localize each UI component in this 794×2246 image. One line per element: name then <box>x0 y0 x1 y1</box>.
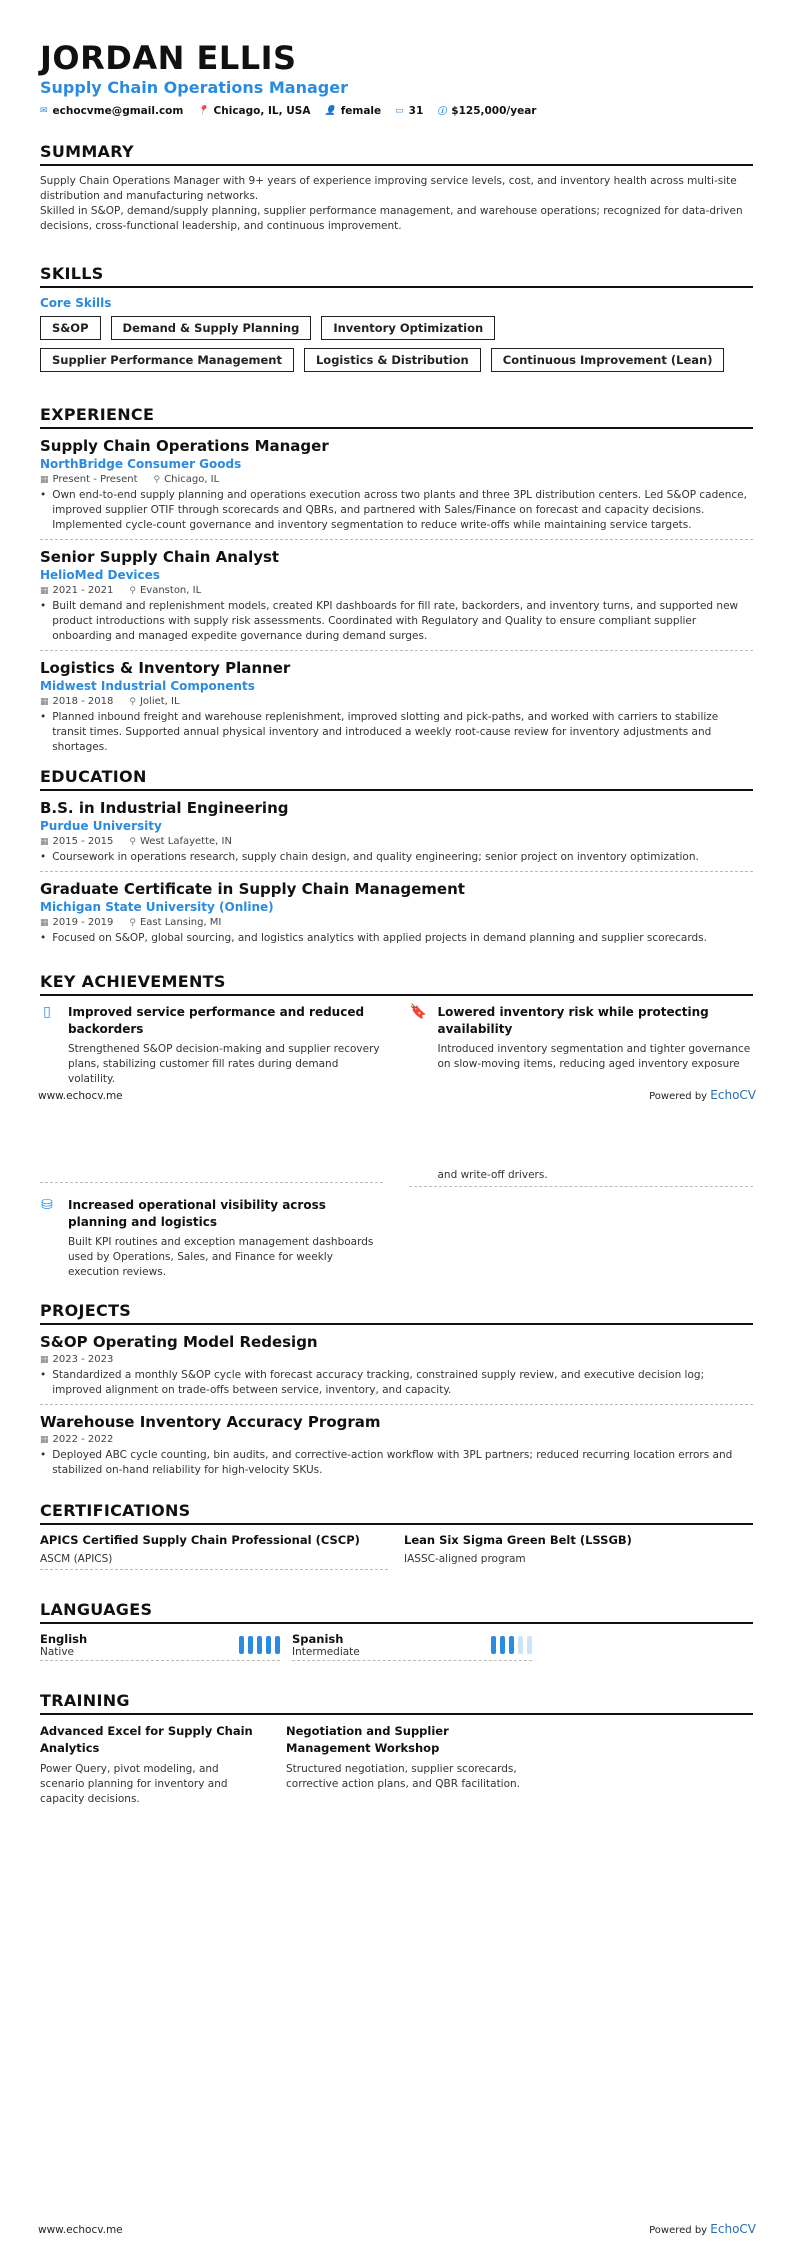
contact-email[interactable]: ✉ echocvme@gmail.com <box>40 104 184 117</box>
achievement-item <box>40 1197 384 1280</box>
skill-chip: Logistics & Distribution <box>304 348 481 372</box>
education-item <box>40 799 753 872</box>
education-item <box>40 880 753 946</box>
certifications-heading: CERTIFICATIONS <box>40 1501 753 1525</box>
summary-paragraph-2: Skilled in S&OP, demand/supply planning, supplier performance management, and warehouse operations; recognized for data-driven decisions, cross-functional leadership, and continuous improvement. <box>40 205 743 232</box>
certification-title: Lean Six Sigma Green Belt (LSSGB) <box>404 1533 632 1547</box>
degree-title: Graduate Certificate in Supply Chain Management <box>40 880 465 898</box>
email-icon: ✉ <box>40 105 48 116</box>
experience-item <box>40 437 753 540</box>
job-title: Logistics & Inventory Planner <box>40 659 291 677</box>
job-bullet: • Planned inbound freight and warehouse replenishment, improved slotting and pick-paths, and worked with carriers to stabilize transit times. Supported annual physical inventory and introduced a weekly root-cause review for inventory adjustments and shortages. <box>40 711 719 753</box>
project-bullet: • Standardized a monthly S&OP cycle with forecast accuracy tracking, constrained supply review, and executive decision log; improved alignment on trade-offs between service, inventory, and capacity. <box>40 1369 705 1396</box>
location-pin-icon: 📍 <box>197 105 209 116</box>
job-bullet: • Own end-to-end supply planning and operations execution across two plants and three 3PL distribution centers. Led S&OP cadence, improved supplier OTIF through scorecards and QBRs, and partnered with Sales/Finance on forecast and capacity decisions. Implemented cycle-count governance and inventory segmentation to reduce write-offs while maintaining service targets. <box>40 489 747 531</box>
language-level: Native <box>40 1646 74 1658</box>
certification-item <box>404 1533 752 1570</box>
summary-section <box>40 142 753 234</box>
footer-powered-by: Powered by EchoCV <box>649 1088 756 1102</box>
skill-chip: Continuous Improvement (Lean) <box>491 348 725 372</box>
language-item <box>292 1632 532 1661</box>
school-name: Michigan State University (Online) <box>40 900 274 914</box>
certifications-section <box>40 1501 753 1570</box>
calendar-icon: ▦ <box>40 585 49 596</box>
education-meta: ▦ 2019 - 2019 ⚲ East Lansing, MI <box>40 917 222 928</box>
language-proficiency-bars <box>239 1636 280 1654</box>
achievement-desc-continued: and write-off drivers. <box>409 1163 753 1187</box>
education-heading: EDUCATION <box>40 767 753 791</box>
company-name: NorthBridge Consumer Goods <box>40 457 242 471</box>
language-name: English <box>40 1632 88 1646</box>
location-pin-icon: ⚲ <box>129 917 136 928</box>
location-pin-icon: ⚲ <box>153 474 161 485</box>
skill-chip: Demand & Supply Planning <box>111 316 312 340</box>
footer-site-link[interactable]: www.echocv.me <box>38 1090 123 1102</box>
company-name: HelioMed Devices <box>40 568 160 582</box>
calendar-icon: ▦ <box>40 474 49 485</box>
language-name: Spanish <box>292 1632 344 1646</box>
project-title: S&OP Operating Model Redesign <box>40 1333 318 1351</box>
achievement-title: Increased operational visibility across planning and logistics <box>68 1198 326 1229</box>
education-bullet: • Coursework in operations research, supply chain design, and quality engineering; senior project on inventory optimization. <box>40 851 699 863</box>
training-item <box>40 1723 262 1807</box>
calendar-icon: ▦ <box>40 917 49 928</box>
proficiency-bar <box>527 1636 532 1654</box>
proficiency-bar <box>248 1636 253 1654</box>
training-title: Advanced Excel for Supply Chain Analytics <box>40 1724 253 1755</box>
calendar-icon: ▦ <box>40 836 49 847</box>
experience-item <box>40 659 753 755</box>
skill-chip: Supplier Performance Management <box>40 348 294 372</box>
contact-location: 📍 Chicago, IL, USA <box>197 104 311 117</box>
projects-heading: PROJECTS <box>40 1301 753 1325</box>
project-meta: ▦ 2022 - 2022 <box>40 1434 114 1445</box>
proficiency-bar <box>500 1636 505 1654</box>
proficiency-bar <box>491 1636 496 1654</box>
language-proficiency-bars <box>491 1636 532 1654</box>
achievement-desc: Introduced inventory segmentation and tighter governance on slow-moving items, reducing aged inventory exposure <box>437 1043 751 1070</box>
project-meta: ▦ 2023 - 2023 <box>40 1354 114 1365</box>
header <box>40 40 753 117</box>
achievements-section <box>40 972 753 1087</box>
person-icon: 👤 <box>324 105 336 116</box>
projects-section <box>40 1301 753 1478</box>
education-meta: ▦ 2015 - 2015 ⚲ West Lafayette, IN <box>40 836 232 847</box>
project-bullet: • Deployed ABC cycle counting, bin audits, and corrective-action workflow with 3PL partners; reduced recurring location errors and stabilized on-hand reliability for high-velocity SKUs. <box>40 1449 733 1476</box>
languages-section <box>40 1600 753 1661</box>
job-title: Supply Chain Operations Manager <box>40 437 329 455</box>
skills-subtitle: Core Skills <box>40 296 112 310</box>
project-title: Warehouse Inventory Accuracy Program <box>40 1413 381 1431</box>
proficiency-bar <box>509 1636 514 1654</box>
job-meta: ▦ 2021 - 2021 ⚲ Evanston, IL <box>40 585 202 596</box>
job-title: Senior Supply Chain Analyst <box>40 548 280 566</box>
candidate-name: JORDAN ELLIS <box>40 39 297 77</box>
certification-title: APICS Certified Supply Chain Professional (CSCP) <box>40 1533 360 1547</box>
achievements-heading: KEY ACHIEVEMENTS <box>40 972 753 996</box>
certification-issuer: IASSC-aligned program <box>404 1553 526 1565</box>
achievement-item <box>410 1004 754 1087</box>
candidate-title: Supply Chain Operations Manager <box>40 78 348 97</box>
project-item <box>40 1333 753 1405</box>
certification-issuer: ASCM (APICS) <box>40 1553 113 1565</box>
training-item <box>286 1723 521 1807</box>
proficiency-bar <box>239 1636 244 1654</box>
calendar-icon: ▭ <box>395 105 404 116</box>
achievements-continued <box>40 1163 753 1280</box>
mobile-icon: ▯ <box>43 1004 51 1020</box>
languages-heading: LANGUAGES <box>40 1600 753 1624</box>
skills-list <box>40 316 753 372</box>
skills-heading: SKILLS <box>40 264 753 288</box>
summary-heading: SUMMARY <box>40 142 753 166</box>
job-bullet: • Built demand and replenishment models, created KPI dashboards for fill rate, backorders, and inventory turns, and supported new product introductions with supply risk assessments. Coordinated with Regulatory and Quality to ensure compliant supplier onboarding and managed expedite governance during demand surges. <box>40 600 739 642</box>
job-meta: ▦ 2018 - 2018 ⚲ Joliet, IL <box>40 696 180 707</box>
school-name: Purdue University <box>40 819 162 833</box>
achievement-title: Lowered inventory risk while protecting availability <box>437 1005 709 1036</box>
database-icon: ⛁ <box>41 1197 53 1213</box>
proficiency-bar <box>275 1636 280 1654</box>
achievement-desc: Built KPI routines and exception management dashboards used by Operations, Sales, and Finance for weekly execution reviews. <box>68 1236 374 1278</box>
info-icon: ⓘ <box>437 107 447 117</box>
skills-section <box>40 264 753 372</box>
contact-salary: ⓘ $125,000/year <box>437 104 537 117</box>
location-pin-icon: ⚲ <box>129 585 136 596</box>
bookmark-icon: 🔖 <box>409 1004 427 1020</box>
project-item <box>40 1413 753 1478</box>
certification-item <box>40 1533 388 1570</box>
calendar-icon: ▦ <box>40 1434 49 1445</box>
summary-paragraph-1: Supply Chain Operations Manager with 9+ years of experience improving service levels, cost, and inventory health across multi-site distribution and manufacturing networks. <box>40 175 737 202</box>
training-desc: Structured negotiation, supplier scorecards, corrective action plans, and QBR facilitation. <box>286 1763 521 1790</box>
page-2 <box>0 1123 794 2246</box>
job-meta: ▦ Present - Present ⚲ Chicago, IL <box>40 474 220 485</box>
language-level: Intermediate <box>292 1646 360 1658</box>
education-bullet: • Focused on S&OP, global sourcing, and logistics analytics with applied projects in demand planning and supplier scorecards. <box>40 932 707 944</box>
calendar-icon: ▦ <box>40 1354 49 1365</box>
achievement-divider <box>40 1163 383 1183</box>
contact-age: ▭ 31 <box>395 104 424 117</box>
contact-gender: 👤 female <box>324 104 382 117</box>
footer-site-link[interactable]: www.echocv.me <box>38 2224 123 2236</box>
education-section <box>40 767 753 946</box>
training-title: Negotiation and Supplier Management Workshop <box>286 1724 449 1755</box>
language-item <box>40 1632 280 1661</box>
proficiency-bar <box>518 1636 523 1654</box>
company-name: Midwest Industrial Components <box>40 679 255 693</box>
contact-bar <box>40 104 753 117</box>
experience-section <box>40 405 753 755</box>
proficiency-bar <box>257 1636 262 1654</box>
location-pin-icon: ⚲ <box>129 696 136 707</box>
skill-chip: Inventory Optimization <box>321 316 495 340</box>
training-section <box>40 1691 753 1807</box>
location-pin-icon: ⚲ <box>129 836 136 847</box>
experience-heading: EXPERIENCE <box>40 405 753 429</box>
achievements-row <box>40 1004 753 1087</box>
training-desc: Power Query, pivot modeling, and scenario planning for inventory and capacity decisions. <box>40 1763 228 1805</box>
training-heading: TRAINING <box>40 1691 753 1715</box>
experience-item <box>40 548 753 651</box>
footer-powered-by: Powered by EchoCV <box>649 2222 756 2236</box>
skill-chip: S&OP <box>40 316 101 340</box>
achievement-item <box>40 1004 384 1087</box>
degree-title: B.S. in Industrial Engineering <box>40 799 289 817</box>
proficiency-bar <box>266 1636 271 1654</box>
achievement-title: Improved service performance and reduced backorders <box>68 1005 365 1036</box>
achievement-desc: Strengthened S&OP decision-making and supplier recovery plans, stabilizing customer fill rates during demand volatility. <box>68 1043 380 1085</box>
calendar-icon: ▦ <box>40 696 49 707</box>
